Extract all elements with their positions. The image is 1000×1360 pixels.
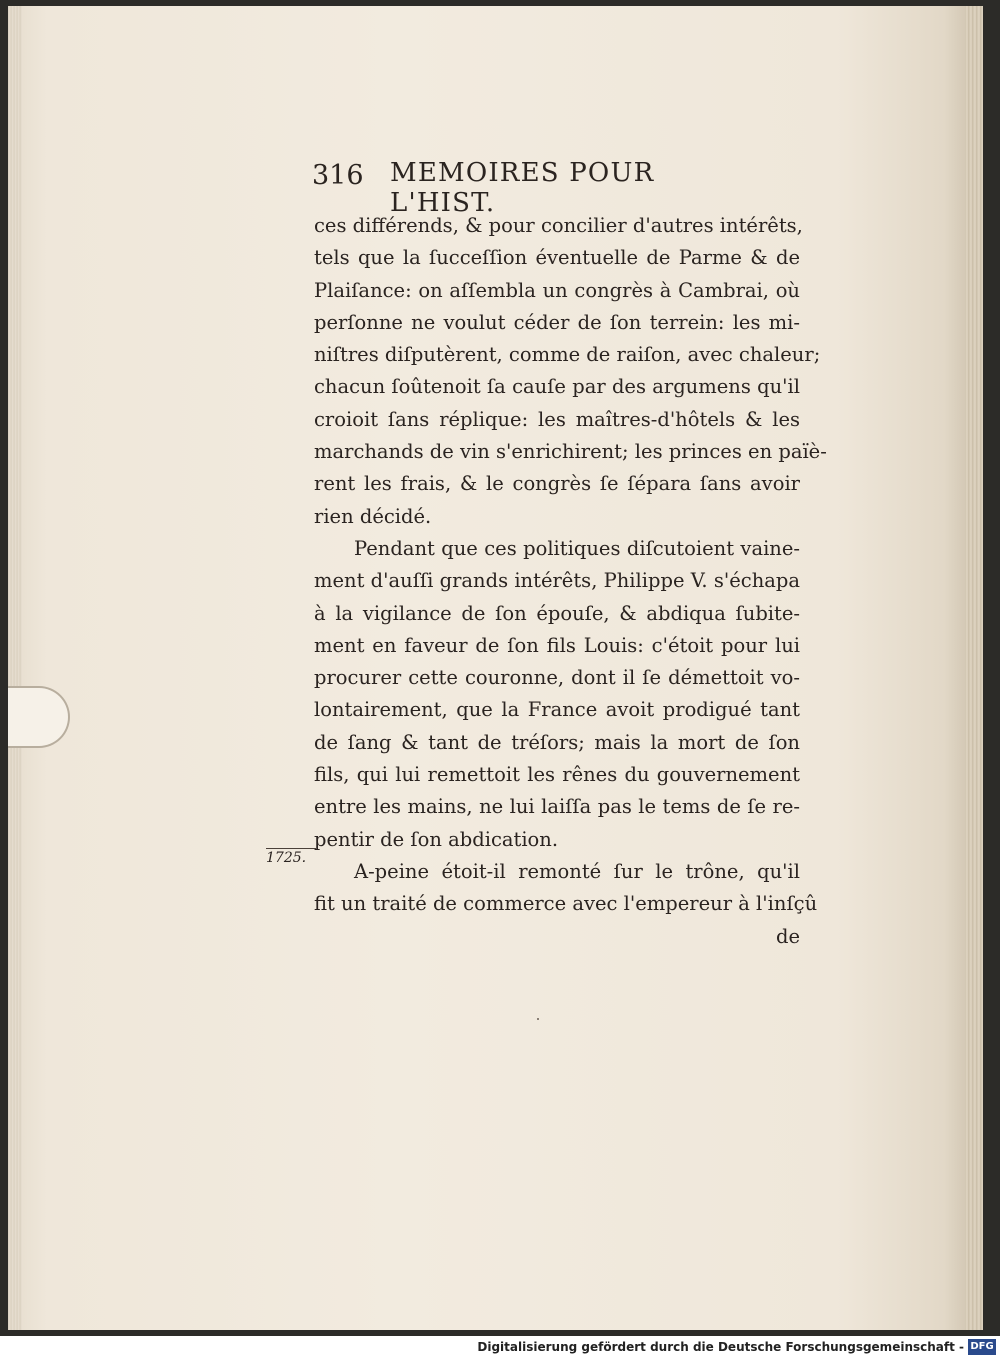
text-line: Pendant que ces politiques diſcutoient vaine- — [354, 536, 800, 560]
catchword: de — [775, 924, 800, 948]
text-line: Plaiſance: on aſſembla un congrès à Cambrai, où — [314, 278, 800, 302]
text-line: pentir de ſon abdication. — [314, 827, 559, 851]
text-line: perſonne ne voulut céder de ſon terrein: les mi- — [314, 310, 800, 334]
text-line: ces différends, & pour concilier d'autres intérêts, — [314, 214, 803, 237]
paragraph-2 — [314, 533, 800, 856]
footer-bar — [0, 1336, 1000, 1360]
page-edge-right — [965, 6, 983, 1330]
text-line: marchands de vin s'enrichirent; les princes en païè- — [314, 440, 827, 464]
text-line: chacun ſoûtenoit ſa cauſe par des argumens qu'il — [314, 375, 800, 399]
footer-credit: Digitalisierung gefördert durch die Deutsche Forschungsgemeinschaft - — [477, 1340, 964, 1354]
page-number: 316 — [312, 160, 364, 191]
text-line: de ſang & tant de tréſors; mais la mort de ſon — [314, 730, 800, 754]
text-line: ment en faveur de ſon fils Louis: c'étoit pour lui — [314, 633, 800, 657]
margin-note-year: 1725. — [266, 848, 316, 866]
ink-speck — [537, 1018, 539, 1020]
text-line: rien décidé. — [314, 504, 432, 528]
dfg-logo-icon: DFG — [968, 1339, 996, 1355]
page-edge-left — [8, 6, 22, 1330]
text-line: rent les frais, & le congrès ſe ſépara ſans avoir — [314, 472, 800, 496]
text-line: fit un traité de commerce avec l'empereur à l'inſçû — [314, 892, 818, 916]
text-line: entre les mains, ne lui laiſſa pas le tems de ſe re- — [314, 795, 800, 819]
text-line: croioit ſans réplique: les maîtres-d'hôtels & les — [314, 407, 800, 431]
text-line: ment d'auſſi grands intérêts, Philippe V. s'échapa — [314, 569, 800, 593]
text-line: à la vigilance de ſon épouſe, & abdiqua ſubite- — [314, 601, 800, 625]
text-line: procurer cette couronne, dont il ſe démettoit vo- — [314, 666, 800, 690]
running-title: MEMOIRES POUR L'HIST. — [390, 158, 655, 218]
page-tab-marker — [8, 686, 70, 748]
text-line: lontairement, que la France avoit prodigué tant — [314, 698, 800, 722]
text-line: niſtres diſputèrent, comme de raiſon, avec chaleur; — [314, 343, 821, 367]
body-text — [314, 210, 827, 953]
text-line: A-peine étoit-il remonté ſur le trône, qu'il — [354, 859, 800, 883]
paragraph-3 — [314, 856, 818, 921]
page-header — [310, 156, 740, 218]
text-line: fils, qui lui remettoit les rênes du gouvernement — [314, 763, 800, 787]
text-line: tels que la ſucceſſion éventuelle de Parme & de — [314, 246, 800, 270]
paragraph-1 — [314, 210, 827, 533]
